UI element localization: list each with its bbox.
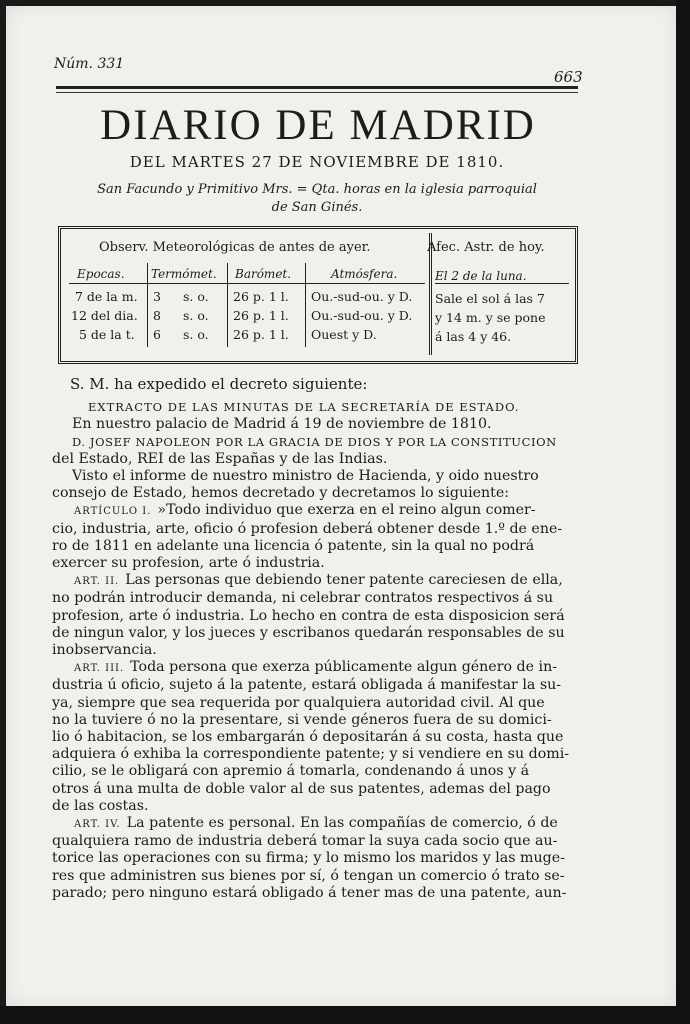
col-divider: [227, 263, 228, 347]
col-divider: [147, 263, 148, 347]
meteo-header-rule: [69, 283, 425, 284]
art2-line: profesion, arte ó industria. Lo hecho en contra de esta disposicion será: [52, 607, 565, 624]
meteo-row-atm: Ou.-sud-ou. y D.: [311, 308, 413, 323]
art4-line: parado; pero ninguno estará obligado á tener mas de una patente, aun-: [52, 884, 567, 901]
art2-line: no podrán introducir demanda, ni celebrar contratos respectivos á su: [52, 590, 554, 607]
decree-intro: S. M. ha expedido el decreto siguiente:: [70, 375, 368, 393]
meteo-row-term: 8: [153, 308, 161, 323]
astro-sun-times: [435, 289, 571, 346]
palacio-line: En nuestro palacio de Madrid á 19 de noviembre de 1810.: [72, 416, 492, 433]
art3-line: no la tuviere ó no la presentare, si vende géneros fuera de su domici-: [52, 711, 552, 728]
meteo-row-barom: 26 p. 1 l.: [233, 327, 289, 342]
art4-label: ART. IV.: [74, 819, 121, 831]
meteo-row-barom: 26 p. 1 l.: [233, 308, 289, 323]
art1-line: cio, industria, arte, oficio ó profesion deberá obtener desde 1.º de ene-: [52, 520, 563, 537]
art1-line: ro de 1811 en adelante una licencia ó patente, sin la qual no podrá: [52, 537, 535, 554]
josef-line-2: del Estado, REI de las Españas y de las Indias.: [52, 450, 388, 467]
art2-line-1: [52, 572, 580, 590]
art1-label: ARTÍCULO I.: [74, 506, 152, 518]
art3-text: Toda persona que exerza públicamente algun género de in-: [130, 659, 557, 676]
masthead-title: DIARIO DE MADRID: [100, 102, 536, 149]
saints-line-2: de San Ginés.: [271, 200, 363, 215]
art4-line: res que administren sus bienes por sí, ó tengan un comercio ó trato se-: [52, 867, 565, 884]
meteo-row-term-dir: s. o.: [183, 327, 209, 342]
meteorological-table: [58, 226, 578, 364]
art3-line: ya, siempre que sea requerida por qualquiera autoridad civil. Al que: [52, 694, 545, 711]
meteo-row-term-dir: s. o.: [183, 289, 209, 304]
meteo-row-term-dir: s. o.: [183, 308, 209, 323]
extracto-heading: EXTRACTO DE LAS MINUTAS DE LA SECRETARÍA DE ESTADO.: [88, 400, 520, 415]
astro-line: á las 4 y 46.: [435, 329, 512, 344]
saints-line-1: San Facundo y Primitivo Mrs. = Qta. horas en la iglesia parroquial: [97, 182, 537, 197]
astro-line: y 14 m. y se pone: [435, 310, 546, 325]
art3-line: dustria ú oficio, sujeto á la patente, estará obligada á manifestar la su-: [52, 677, 562, 694]
article-body: [52, 376, 580, 902]
scan-edge-right: [676, 0, 690, 1024]
dateline: DEL MARTES 27 DE NOVIEMBRE DE 1810.: [129, 153, 505, 171]
art2-text: Las personas que debiendo tener patente careciesen de ella,: [125, 572, 563, 589]
header-rule: [56, 86, 578, 89]
art3-line: cilio, se le obligará con apremio á tomarla, condenando á unos y á: [52, 763, 530, 780]
josef-line-1: D. JOSEF NAPOLEON POR LA GRACIA DE DIOS Y POR LA CONSTITUCION: [72, 434, 557, 449]
art4-line-1: [52, 815, 580, 833]
astro-heading: Afec. Astr. de hoy.: [427, 240, 545, 255]
art3-label: ART. III.: [74, 663, 125, 675]
art3-line: de las costas.: [52, 797, 149, 814]
visto-line-2: consejo de Estado, hemos decretado y decretamos lo siguiente:: [52, 485, 510, 502]
astro-line: Sale el sol á las 7: [435, 291, 545, 306]
col-barometro: Barómet.: [235, 267, 292, 281]
meteo-row-barom: 26 p. 1 l.: [233, 289, 289, 304]
art3-line-1: [52, 659, 580, 677]
col-atmosfera: Atmósfera.: [331, 267, 398, 281]
col-divider: [305, 263, 306, 347]
art1-text: »Todo individuo que exerza en el reino algun comer-: [157, 502, 536, 519]
visto-line-1: Visto el informe de nuestro ministro de Hacienda, y oido nuestro: [72, 468, 539, 485]
art2-line: inobservancia.: [52, 642, 157, 659]
art4-line: torice las operaciones con su firma; y lo mismo los maridos y las muge-: [52, 850, 565, 867]
page-number: 663: [554, 68, 583, 86]
meteo-row-term: 3: [153, 289, 161, 304]
meteo-row-epoca: 12 del dia.: [71, 308, 138, 323]
meteo-row-term: 6: [153, 327, 161, 342]
art1-line: exercer su profesion, arte ó industria.: [52, 555, 325, 572]
issue-number: Núm. 331: [54, 56, 125, 72]
art2-line: de ningun valor, y los jueces y escribanos quedarán responsables de su: [52, 624, 565, 641]
meteo-heading: Observ. Meteorológicas de antes de ayer.: [99, 240, 371, 255]
art3-line: otros á una multa de doble valor al de sus patentes, ademas del pago: [52, 780, 551, 797]
art2-label: ART. II.: [74, 576, 120, 588]
art4-text: La patente es personal. En las compañías de comercio, ó de: [126, 815, 558, 832]
col-termometro: Termómet.: [151, 267, 217, 281]
meteo-row-atm: Ouest y D.: [311, 327, 377, 342]
art3-line: adquiera ó exhiba la correspondiente patente; y si vendiere en su domi-: [52, 746, 570, 763]
art1-line-1: [52, 502, 580, 520]
header-rule-thin: [56, 92, 578, 93]
astro-moon: El 2 de la luna.: [435, 269, 527, 283]
col-epocas: Epocas.: [77, 267, 125, 281]
scan-edge-bottom: [0, 1006, 690, 1024]
meteo-row-epoca: 7 de la m.: [75, 289, 138, 304]
art3-line: lio ó habitacion, se los embargarán ó depositarán á su costa, hasta que: [52, 729, 564, 746]
newspaper-page: [6, 6, 676, 1006]
meteo-row-epoca: 5 de la t.: [79, 327, 135, 342]
meteo-divider: [429, 233, 432, 355]
saints-line: [66, 181, 568, 217]
meteo-row-atm: Ou.-sud-ou. y D.: [311, 289, 413, 304]
art4-line: qualquiera ramo de industria deberá tomar la suya cada socio que au-: [52, 833, 558, 850]
